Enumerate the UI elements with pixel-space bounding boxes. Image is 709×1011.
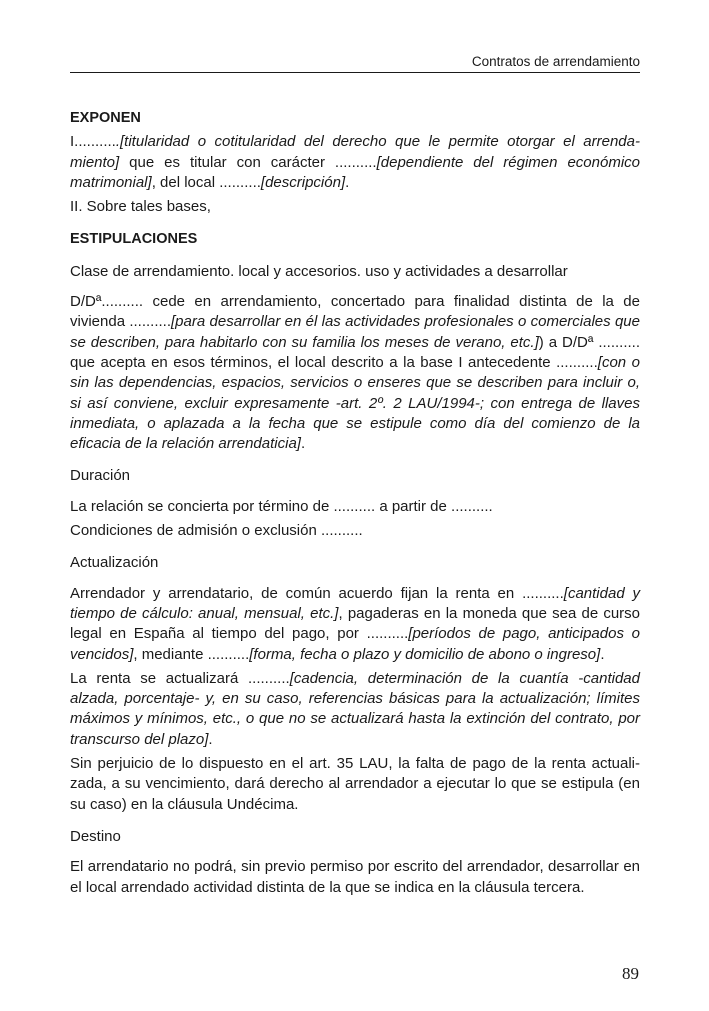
italic-text-run: [con o sin las dependencias, espacios, servicios o enseres que se describen para incluir o, si así conviene, excluir expresamente -art. 2º. 2 LAU/1994-; con entrega de llaves inmediata, o aplazada a la fecha que se estipule como día del comienzo de la eficacia de la relación arrendaticia] xyxy=(70,353,640,453)
clase-body xyxy=(70,292,640,454)
italic-text-run: [dependiente del régimen económico matrimonial] xyxy=(70,153,640,191)
italic-text-run: [forma, fecha o plazo y domicilio de abono o ingreso] xyxy=(249,645,601,663)
italic-text-run: [para desarrollar en él las actividades profesionales o comerciales que se describen, para habitarlo con su familia los meses de verano, etc.] xyxy=(70,313,640,351)
text-run: D/Dª.......... cede en arrendamiento, concertado para finalidad distinta de la de vivienda .......... xyxy=(70,293,640,331)
actualizacion-title: Actualización xyxy=(70,554,159,572)
document-body xyxy=(70,108,640,898)
exponen-paragraph-1 xyxy=(70,132,640,193)
text-run: I.......... xyxy=(70,133,116,151)
text-run: . xyxy=(300,435,306,453)
text-run: , pagaderas en la moneda que sea de curso legal en España al tiempo del pago, por .......... xyxy=(70,604,641,643)
actualizacion-paragraph-1 xyxy=(70,584,640,665)
italic-text-run: [cantidad y tiempo de cálculo: anual, mensual, etc.] xyxy=(70,584,641,622)
text-run: . xyxy=(600,645,605,663)
text-run: , mediante .......... xyxy=(133,645,250,663)
text-run: . xyxy=(208,730,213,748)
running-header: Contratos de arrendamiento xyxy=(471,54,640,69)
italic-text-run: [períodos de pago, anticipados o vencidos] xyxy=(70,625,640,663)
duracion-line-2: Condiciones de admisión o exclusión .......... xyxy=(70,522,363,540)
text-run: . xyxy=(345,173,350,191)
page-number: 89 xyxy=(622,964,639,983)
text-run: , del local .......... xyxy=(151,173,261,191)
italic-text-run: [cadencia, determinación de la cuantía -cantidad alzada, porcentaje- y, en su caso, referencias básicas para la actualización; límites máximos y mínimos, etc., o que no se actualizará hasta la extinción del contrato, por transcurso del plazo] xyxy=(70,669,640,748)
exponen-paragraph-2: II. Sobre tales bases, xyxy=(70,198,211,216)
clase-title: Clase de arrendamiento. local y accesorios. uso y actividades a desarrollar xyxy=(70,262,568,280)
text-run: La renta se actualizará .......... xyxy=(70,669,290,687)
estipulaciones-heading: ESTIPULACIONES xyxy=(70,231,198,248)
destino-body: El arrendatario no podrá, sin previo permiso por escrito del arrendador, desarrollar en el local arrendado actividad distinta de la que se indica en la cláusula tercera. xyxy=(70,858,640,896)
italic-text-run: [descripción] xyxy=(260,173,346,191)
text-run: Arrendador y arrendatario, de común acuerdo fijan la renta en .......... xyxy=(70,584,564,602)
actualizacion-paragraph-2 xyxy=(70,669,640,750)
duracion-title: Duración xyxy=(70,467,131,485)
text-run: que es titular con carácter .......... xyxy=(119,153,377,171)
text-run: ) a D/Dª .......... que acepta en esos términos, el local descrito a la base I antecedente .......... xyxy=(70,333,640,371)
duracion-line-1: La relación se concierta por término de .......... a partir de .......... xyxy=(70,497,493,515)
italic-text-run: .[titularidad o cotitularidad del derecho que le permite otorgar el arrenda-miento] xyxy=(70,133,640,171)
exponen-heading: EXPONEN xyxy=(70,110,141,126)
header-rule xyxy=(70,72,640,73)
destino-title: Destino xyxy=(70,827,121,845)
actualizacion-paragraph-3: Sin perjuicio de lo dispuesto en el art. 35 LAU, la falta de pago de la renta actuali-zada, a su vencimiento, dará derecho al arrendador a ejecutar lo que se estipula (en su caso) en la cláusula Undécima. xyxy=(70,755,640,813)
